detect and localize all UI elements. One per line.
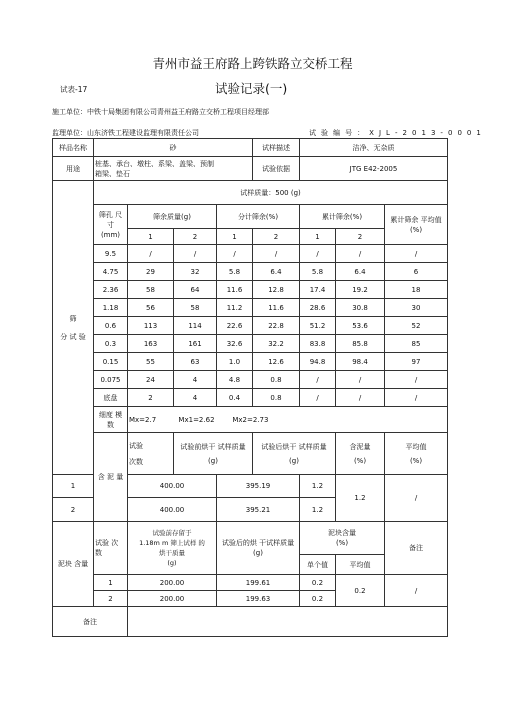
cumulative-2: 6.4 (336, 263, 385, 281)
clay-test-no: 1 (94, 575, 128, 591)
sieve-section-label-1: 筛 (69, 314, 77, 323)
fineness-label-1: 细度 模 (98, 410, 123, 419)
cumulative-2: / (336, 245, 385, 263)
clay-before-header-2: 1.18m m 筛上试样 的 (139, 539, 205, 547)
use-label: 用途 (53, 157, 94, 181)
sieve-row (53, 281, 448, 299)
clay-row (53, 575, 448, 591)
retained-sub-2: 2 (174, 229, 217, 245)
basis-label: 试验依据 (253, 157, 300, 181)
retained-1: 24 (128, 371, 174, 389)
cumulative-average: / (385, 245, 448, 263)
cumulative-2: 53.6 (336, 317, 385, 335)
aperture-header (94, 205, 128, 245)
mud-test-no: 2 (53, 498, 94, 522)
mud-content: 1.2 (300, 475, 336, 498)
mud-content: 1.2 (300, 498, 336, 522)
partial-2: 0.8 (253, 389, 300, 407)
cumulative-average-header-2: (%) (409, 225, 423, 234)
basis-value: JTG E42-2005 (300, 157, 448, 181)
partial-1: 0.4 (217, 389, 253, 407)
retained-2: 114 (174, 317, 217, 335)
clay-average-header: 平均值 (336, 555, 385, 575)
mud-before-header (174, 433, 253, 475)
remark-value (128, 607, 448, 637)
form-number: 试表-17 (60, 85, 88, 94)
sieve-row (53, 389, 448, 407)
clay-after-mass: 199.63 (217, 591, 300, 607)
cumulative-1: 94.8 (300, 353, 336, 371)
mud-test-no-header (128, 433, 174, 475)
clay-before-header-1: 试验前存留于 (152, 529, 192, 537)
retained-2: 161 (174, 335, 217, 353)
sample-name-label: 样品名称 (53, 139, 94, 157)
cumulative-average: 97 (385, 353, 448, 371)
clay-average: 0.2 (336, 575, 385, 607)
retained-1: 55 (128, 353, 174, 371)
partial-2: 6.4 (253, 263, 300, 281)
clay-test-no: 2 (94, 591, 128, 607)
clay-content-header-2: (%) (335, 539, 349, 547)
mud-header-row (53, 433, 448, 475)
clay-content-header (300, 522, 385, 555)
sieve-size: 0.3 (94, 335, 128, 353)
retained-1: 163 (128, 335, 174, 353)
cumulative-sub-2: 2 (336, 229, 385, 245)
partial-2: 22.8 (253, 317, 300, 335)
mud-average-header-2: (%) (409, 456, 423, 465)
cumulative-2: 19.2 (336, 281, 385, 299)
partial-retained-header: 分计筛余(%) (217, 205, 300, 229)
mud-after-header-2: (g) (289, 456, 299, 465)
partial-2: 0.8 (253, 371, 300, 389)
mud-content-header (336, 433, 385, 475)
report-number: 试 验 编 号 ： X J L - 2 0 1 3 - 0 0 0 1 (309, 129, 483, 137)
partial-2: 11.6 (253, 299, 300, 317)
fineness-label-2: 数 (107, 420, 114, 429)
aperture-header-2: 寸 (107, 220, 114, 229)
retained-2: 4 (174, 389, 217, 407)
mud-average-header-1: 平均值 (405, 442, 427, 451)
clay-before-header (128, 522, 217, 575)
retained-1: 29 (128, 263, 174, 281)
partial-1: 11.6 (217, 281, 253, 299)
cumulative-1: / (300, 389, 336, 407)
cumulative-1: / (300, 371, 336, 389)
clay-single-header: 单个值 (300, 555, 336, 575)
cumulative-average: 52 (385, 317, 448, 335)
retained-2: 64 (174, 281, 217, 299)
mud-remark: / (385, 475, 448, 522)
fineness-value: Mx=2.7 Mx1=2.62 Mx2=2.73 (128, 407, 448, 433)
retained-2: 4 (174, 371, 217, 389)
clay-before-header-4: (g) (167, 559, 177, 567)
mud-after-header (253, 433, 336, 475)
sieve-row (53, 335, 448, 353)
sieve-size: 4.75 (94, 263, 128, 281)
mud-before-header-2: (g) (208, 456, 218, 465)
cumulative-average: / (385, 371, 448, 389)
partial-1: 32.6 (217, 335, 253, 353)
mud-before-header-1: 试验前烘干 试样质量 (180, 442, 246, 451)
clay-after-header (217, 522, 300, 575)
partial-1: 1.0 (217, 353, 253, 371)
cumulative-average: 85 (385, 335, 448, 353)
mud-section-label: 含 泥 量 (94, 433, 128, 522)
sieve-size: 1.18 (94, 299, 128, 317)
mud-average-header (385, 433, 448, 475)
sieve-size: 0.075 (94, 371, 128, 389)
clay-remark-header: 备注 (385, 522, 448, 575)
retained-mass-header: 筛余质量(g) (128, 205, 217, 229)
retained-sub-1: 1 (128, 229, 174, 245)
clay-single-value: 0.2 (300, 591, 336, 607)
partial-1: 22.6 (217, 317, 253, 335)
retained-1: / (128, 245, 174, 263)
partial-2: 32.2 (253, 335, 300, 353)
mud-content-header-1: 含泥量 (349, 442, 371, 451)
fineness-row (53, 407, 448, 433)
retained-1: 2 (128, 389, 174, 407)
sieve-section-label (53, 181, 94, 475)
retained-2: 58 (174, 299, 217, 317)
construction-unit: 施工单位：中铁十局集团有限公司青州益王府路立交桥工程项目经理部 (52, 108, 269, 116)
cumulative-2: / (336, 389, 385, 407)
sieve-mass-row (53, 181, 448, 205)
clay-after-header-1: 试验后的烘 干试样质量 (221, 539, 295, 547)
sieve-size: 9.5 (94, 245, 128, 263)
document-subtitle: 试验记录(一) (215, 81, 288, 96)
sieve-row (53, 263, 448, 281)
test-record-table (52, 138, 448, 637)
sieve-row (53, 245, 448, 263)
mud-test-no-header-2: 次数 (129, 457, 143, 466)
mud-after-header-1: 试验后烘干 试样质量 (261, 442, 327, 451)
clay-remark: / (385, 575, 448, 607)
aperture-header-1: 筛孔 尺 (98, 210, 123, 219)
remark-row (53, 607, 448, 637)
clay-after-mass: 199.61 (217, 575, 300, 591)
clay-test-no-header (94, 522, 128, 575)
cumulative-average-header (385, 205, 448, 245)
partial-1: 11.2 (217, 299, 253, 317)
cumulative-average: / (385, 389, 448, 407)
sample-name-value: 砂 (94, 139, 253, 157)
clay-after-header-2: (g) (253, 549, 263, 557)
cumulative-1: / (300, 245, 336, 263)
partial-1: 4.8 (217, 371, 253, 389)
mud-before-mass: 400.00 (128, 498, 217, 522)
mud-content-header-2: (%) (353, 456, 367, 465)
cumulative-1: 5.8 (300, 263, 336, 281)
clay-header-row (53, 522, 448, 555)
sieve-row (53, 299, 448, 317)
sieve-row (53, 371, 448, 389)
sieve-size: 0.15 (94, 353, 128, 371)
sieve-row (53, 353, 448, 371)
mud-after-mass: 395.21 (217, 498, 300, 522)
cumulative-retained-header: 累计筛余(%) (300, 205, 385, 229)
clay-before-mass: 200.00 (128, 575, 217, 591)
retained-1: 113 (128, 317, 174, 335)
clay-before-mass: 200.00 (128, 591, 217, 607)
mud-after-mass: 395.19 (217, 475, 300, 498)
clay-before-header-3: 烘干质量 (159, 549, 185, 557)
cumulative-1: 51.2 (300, 317, 336, 335)
retained-2: 63 (174, 353, 217, 371)
sample-name-row (53, 139, 448, 157)
clay-content-header-1: 泥块含量 (328, 529, 356, 537)
retained-2: / (174, 245, 217, 263)
partial-1: / (217, 245, 253, 263)
partial-sub-2: 2 (253, 229, 300, 245)
sample-desc-value: 洁净、无杂质 (300, 139, 448, 157)
cumulative-average: 18 (385, 281, 448, 299)
cumulative-2: / (336, 371, 385, 389)
cumulative-2: 98.4 (336, 353, 385, 371)
cumulative-1: 83.8 (300, 335, 336, 353)
sieve-header-row (53, 205, 448, 229)
partial-2: 12.8 (253, 281, 300, 299)
clay-single-value: 0.2 (300, 575, 336, 591)
partial-2: / (253, 245, 300, 263)
document-title: 青州市益王府路上跨铁路立交桥工程 (152, 56, 353, 71)
use-value-line2: 箱梁、垫石 (95, 169, 130, 178)
sieve-section-label-2: 分 试 验 (60, 332, 86, 341)
clay-section-label: 泥块 含量 (53, 522, 94, 607)
sieve-size: 2.36 (94, 281, 128, 299)
mud-test-no: 1 (53, 475, 94, 498)
partial-1: 5.8 (217, 263, 253, 281)
cumulative-1: 28.6 (300, 299, 336, 317)
mud-before-mass: 400.00 (128, 475, 217, 498)
sieve-size: 底盘 (94, 389, 128, 407)
cumulative-2: 85.8 (336, 335, 385, 353)
sieve-sample-mass: 试样质量：500 (g) (94, 181, 448, 205)
cumulative-2: 30.8 (336, 299, 385, 317)
sample-use-row (53, 157, 448, 181)
retained-1: 56 (128, 299, 174, 317)
use-value (94, 157, 253, 181)
cumulative-1: 17.4 (300, 281, 336, 299)
retained-1: 58 (128, 281, 174, 299)
supervision-unit: 监理单位：山东济铁工程建设监理有限责任公司 (52, 129, 199, 137)
partial-sub-1: 1 (217, 229, 253, 245)
sieve-row (53, 317, 448, 335)
aperture-header-3: (mm) (100, 230, 121, 239)
mud-average: 1.2 (336, 475, 385, 522)
clay-test-no-header-2: 数 (95, 549, 102, 557)
retained-2: 32 (174, 263, 217, 281)
mud-test-no-header-1: 试验 (129, 441, 143, 450)
cumulative-average-header-1: 累计筛余 平均值 (390, 215, 442, 224)
sieve-size: 0.6 (94, 317, 128, 335)
remark-label: 备注 (53, 607, 128, 637)
cumulative-average: 30 (385, 299, 448, 317)
cumulative-sub-1: 1 (300, 229, 336, 245)
partial-2: 12.6 (253, 353, 300, 371)
sample-desc-label: 试样描述 (253, 139, 300, 157)
clay-test-no-header-1: 试验 次 (95, 539, 119, 547)
use-value-line1: 桩基、承台、墩柱、系梁、盖梁、预制 (95, 159, 214, 168)
cumulative-average: 6 (385, 263, 448, 281)
fineness-label (94, 407, 128, 433)
